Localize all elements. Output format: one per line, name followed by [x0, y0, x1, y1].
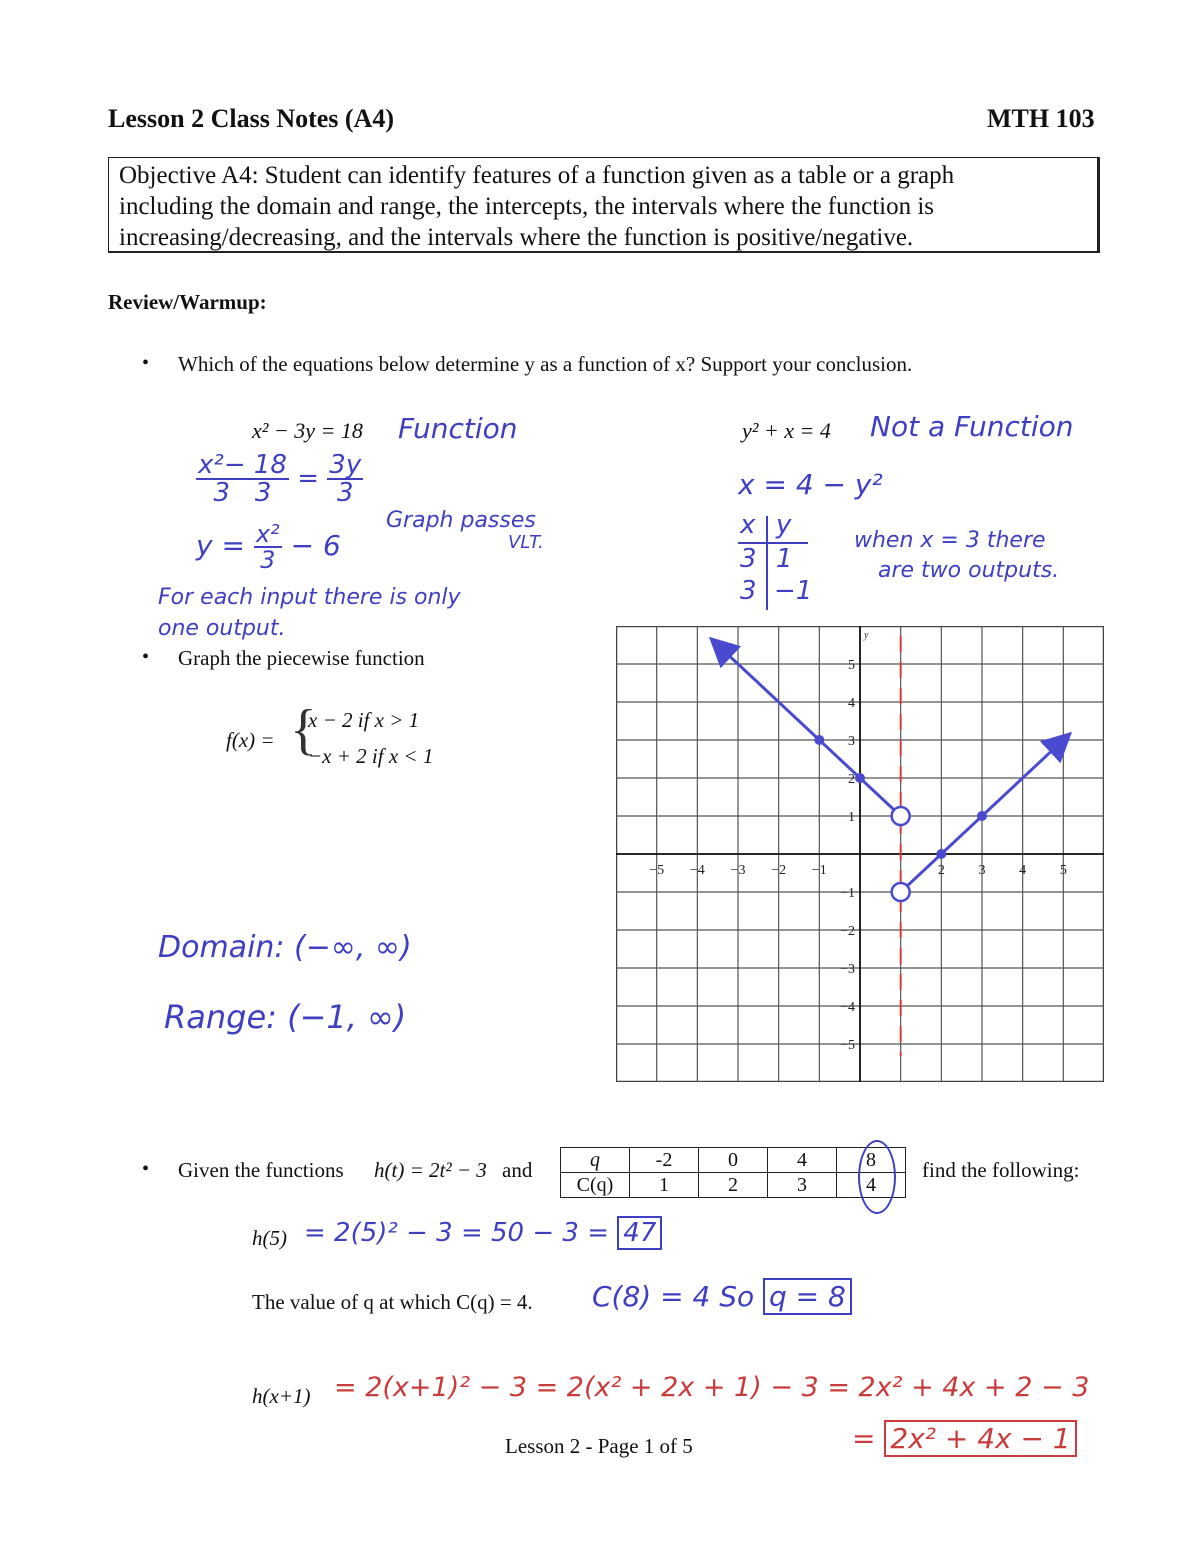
objective-line-1: Objective A4: Student can identify features of a function given as a table or a graph	[119, 162, 955, 189]
table-cell: 1	[630, 1173, 699, 1198]
explain-1: For each input there is only	[158, 585, 461, 610]
two-outputs-note-1: when x = 3 there	[854, 528, 1046, 553]
objective-box	[108, 157, 1100, 253]
x-tick-label: −2	[771, 863, 787, 878]
verdict-function: Function	[398, 412, 518, 445]
y-tick-label: −3	[840, 962, 855, 977]
data-point	[814, 735, 824, 745]
hx1-label: h(x+1)	[252, 1384, 311, 1408]
hx1-answer-line: = 2x² + 4x − 1	[852, 1422, 1077, 1455]
hx1-answer: 2x² + 4x − 1	[884, 1420, 1076, 1457]
h5-label: h(5)	[252, 1226, 287, 1250]
verdict-not-function: Not a Function	[870, 410, 1074, 443]
lesson-title: Lesson 2 Class Notes (A4)	[108, 104, 394, 133]
table-cell: -2	[630, 1148, 699, 1173]
hx1-work: = 2(x+1)² − 3 = 2(x² + 2x + 1) − 3 = 2x² + 4x + 2 − 3	[334, 1372, 1090, 1403]
step-2: y = $\frac{\text{x²}}{3}$ − 6	[196, 520, 341, 574]
piecewise-case-1: x − 2 if x > 1	[308, 708, 420, 732]
open-circle-point	[892, 883, 910, 901]
functions-prompt-left: Given the functions	[178, 1158, 344, 1182]
piecewise-case-2: −x + 2 if x < 1	[308, 744, 434, 768]
y-tick-label: 1	[848, 810, 855, 825]
table-cell: 3	[768, 1173, 837, 1198]
y-tick-label: 3	[848, 734, 855, 749]
explain-2: one output.	[158, 616, 286, 641]
y-tick-label: −5	[840, 1038, 855, 1053]
h5-answer: 47	[617, 1216, 662, 1250]
objective-line-2: including the domain and range, the intercepts, the intervals where the function is	[119, 193, 935, 220]
table-row	[561, 1173, 906, 1198]
course-code: MTH 103	[987, 104, 1095, 133]
table-cell: 4	[768, 1148, 837, 1173]
brace: {	[290, 699, 317, 761]
cq-answer: q = 8	[763, 1278, 852, 1315]
open-circle-point	[892, 807, 910, 825]
bullet-3: •	[142, 1158, 150, 1180]
y-tick-label: −4	[840, 1000, 855, 1015]
circled-column	[858, 1140, 896, 1214]
table-cell: 4	[837, 1173, 906, 1198]
table-cell: 0	[699, 1148, 768, 1173]
piecewise-prompt: Graph the piecewise function	[178, 646, 425, 670]
data-point	[977, 811, 987, 821]
bullet-1: •	[142, 352, 150, 374]
and-word: and	[502, 1158, 533, 1182]
x-tick-label: −3	[730, 863, 746, 878]
y-axis-label: y	[864, 630, 869, 641]
x-tick-label: 2	[937, 863, 945, 878]
c-table	[560, 1147, 906, 1198]
data-point	[936, 849, 946, 859]
vlt-note-1: Graph passes	[386, 508, 536, 533]
table-cell: 2	[699, 1173, 768, 1198]
table-cell: q	[561, 1148, 630, 1173]
step-1: $\frac{\text{x²− 18}}{3 3}$ = $\frac{3y}{3}$	[198, 450, 362, 508]
piecewise-graph	[616, 626, 1104, 1082]
data-point	[855, 773, 865, 783]
table-row	[561, 1148, 906, 1173]
two-outputs-note-2: are two outputs.	[878, 558, 1060, 583]
cq-work: C(8) = 4 So q = 8	[592, 1280, 852, 1313]
x-tick-label: −5	[649, 863, 665, 878]
functions-prompt-right: find the following:	[922, 1158, 1080, 1182]
vlt-note-2: VLT.	[508, 532, 544, 553]
review-heading: Review/Warmup:	[108, 290, 267, 314]
h-definition: h(t) = 2t² − 3	[374, 1158, 487, 1182]
x-tick-label: −1	[811, 863, 827, 878]
domain-answer: Domain: (−∞, ∞)	[158, 930, 412, 965]
equation-1: x² − 3y = 18	[252, 418, 363, 443]
equation-2: y² + x = 4	[742, 418, 831, 443]
bullet-2: •	[142, 646, 150, 668]
table-cell: 8	[837, 1148, 906, 1173]
x-tick-label: 5	[1059, 863, 1067, 878]
xy-table: x y 3 1 3 −1	[738, 512, 828, 612]
x-tick-label: 3	[978, 863, 986, 878]
y-tick-label: −1	[840, 886, 855, 901]
page-footer: Lesson 2 - Page 1 of 5	[505, 1434, 693, 1458]
question-1: Which of the equations below determine y as a function of x? Support your conclusion.	[178, 352, 913, 376]
y-tick-label: 4	[848, 696, 855, 711]
piecewise-lhs: f(x) =	[226, 728, 275, 752]
table-cell: C(q)	[561, 1173, 630, 1198]
h5-work: = 2(5)² − 3 = 50 − 3 = 47	[304, 1218, 662, 1248]
range-answer: Range: (−1, ∞)	[164, 998, 407, 1036]
y-tick-label: −2	[840, 924, 855, 939]
y-tick-label: 5	[848, 658, 855, 673]
solved-for-x: x = 4 − y²	[738, 468, 883, 501]
y-tick-label: 2	[848, 772, 855, 787]
cq-prompt: The value of q at which C(q) = 4.	[252, 1290, 533, 1314]
x-tick-label: −4	[689, 863, 705, 878]
objective-line-3: increasing/decreasing, and the intervals where the function is positive/negative.	[119, 224, 914, 251]
x-tick-label: 4	[1019, 863, 1027, 878]
